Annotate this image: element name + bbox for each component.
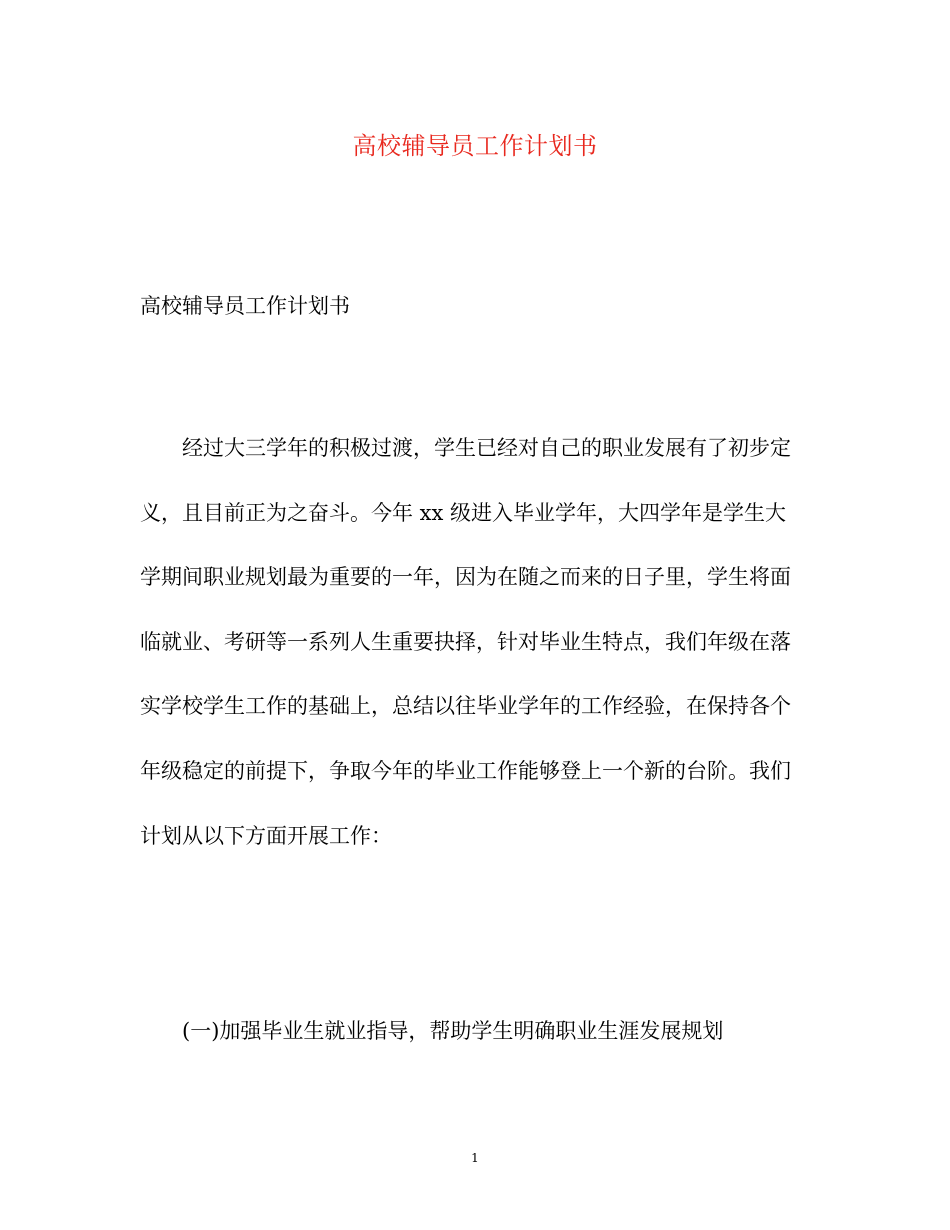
section-heading: (一)加强毕业生就业指导，帮助学生明确职业生涯发展规划: [182, 1019, 724, 1043]
paragraph-line: 年级稳定的前提下，争取今年的毕业工作能够登上一个新的台阶。我们: [140, 758, 791, 783]
paragraph-line: 学期间职业规划最为重要的一年，因为在随之而来的日子里，学生将面: [140, 565, 791, 590]
document-subtitle: 高校辅导员工作计划书: [140, 294, 350, 318]
paragraph-line: 临就业、考研等一系列人生重要抉择，针对毕业生特点，我们年级在落: [140, 629, 791, 654]
paragraph-line: 实学校学生工作的基础上，总结以往毕业学年的工作经验，在保持各个: [140, 694, 791, 719]
paragraph-line: 义，且目前正为之奋斗。今年 xx 级进入毕业学年，大四学年是学生大: [140, 500, 787, 525]
page-number: 1: [471, 1151, 479, 1165]
paragraph-line: 计划从以下方面开展工作：: [140, 823, 392, 848]
body-paragraph: [140, 432, 812, 884]
paragraph-line: 经过大三学年的积极过渡，学生已经对自己的职业发展有了初步定: [182, 436, 791, 460]
document-title: 高校辅导员工作计划书: [352, 132, 598, 160]
